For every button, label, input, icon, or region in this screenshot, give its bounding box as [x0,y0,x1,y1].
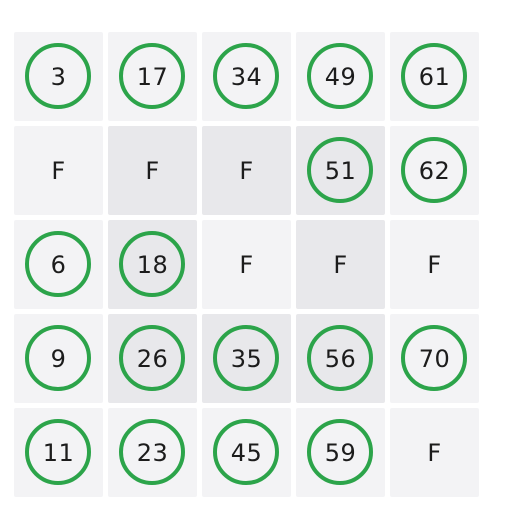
board-cell[interactable] [296,32,385,121]
board-cell[interactable] [108,32,197,121]
board-cell[interactable] [108,408,197,497]
cell-number: F [145,156,160,185]
board-cell[interactable] [202,126,291,215]
cell-number: 51 [324,156,357,185]
board-cell[interactable] [390,32,479,121]
cell-number: 70 [418,344,451,373]
board-cell[interactable] [390,408,479,497]
cell-number: 3 [50,62,67,91]
board-cell[interactable] [296,408,385,497]
cell-number: F [51,156,66,185]
board-cell[interactable] [296,220,385,309]
cell-number: F [333,250,348,279]
board-cell[interactable] [14,32,103,121]
board-cell[interactable] [296,314,385,403]
board-cell[interactable] [390,126,479,215]
cell-number: 56 [324,344,357,373]
cell-number: 17 [136,62,169,91]
cell-number: F [427,250,442,279]
board-cell[interactable] [14,126,103,215]
cell-number: 9 [50,344,67,373]
board-cell[interactable] [202,408,291,497]
cell-number: 23 [136,438,169,467]
board-cell[interactable] [202,314,291,403]
cell-number: 59 [324,438,357,467]
board-cell[interactable] [14,408,103,497]
board-cell[interactable] [390,220,479,309]
board-cell[interactable] [108,314,197,403]
cell-number: 62 [418,156,451,185]
cell-number: 45 [230,438,263,467]
cell-number: 26 [136,344,169,373]
board-cell[interactable] [14,220,103,309]
cell-number: F [427,438,442,467]
cell-number: 49 [324,62,357,91]
cell-number: F [239,156,254,185]
cell-number: F [239,250,254,279]
cell-number: 11 [42,438,75,467]
board-cell[interactable] [108,126,197,215]
board-cell[interactable] [108,220,197,309]
cell-number: 35 [230,344,263,373]
board-cell[interactable] [202,220,291,309]
cell-number: 6 [50,250,67,279]
board-cell[interactable] [202,32,291,121]
cell-number: 34 [230,62,263,91]
cell-number: 18 [136,250,169,279]
board-cell[interactable] [14,314,103,403]
bingo-board [14,32,482,500]
board-cell[interactable] [390,314,479,403]
board-cell[interactable] [296,126,385,215]
cell-number: 61 [418,62,451,91]
